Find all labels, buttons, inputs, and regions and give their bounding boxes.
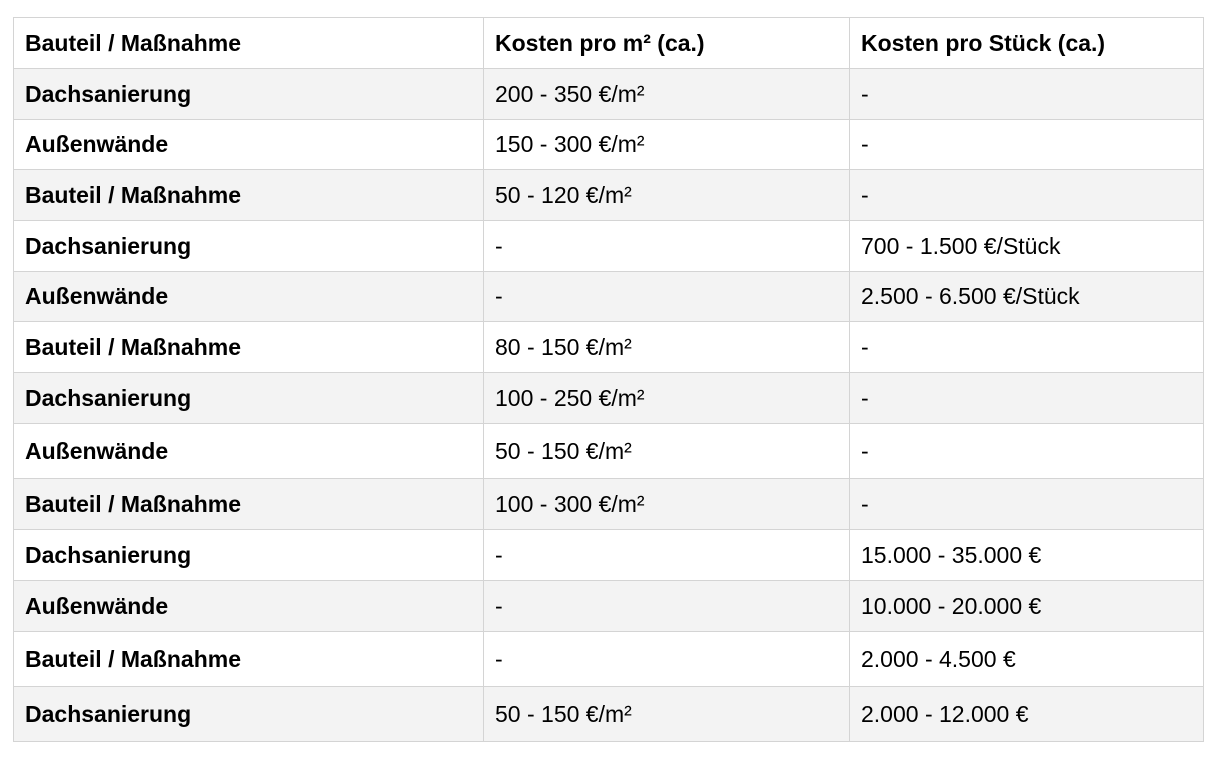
cost-per-sqm-cell: 100 - 250 €/m² [484,373,850,424]
cost-per-piece-cell: - [850,373,1204,424]
component-cell: Dachsanierung [14,373,484,424]
cost-per-piece-cell: - [850,479,1204,530]
cost-per-sqm-cell: - [484,632,850,687]
table-row [14,479,1204,530]
cost-per-sqm-cell: - [484,221,850,272]
component-cell: Dachsanierung [14,69,484,120]
table-row [14,424,1204,479]
cost-per-piece-cell: - [850,170,1204,221]
cost-per-piece-cell: 2.500 - 6.500 €/Stück [850,272,1204,322]
cost-per-sqm-cell: 150 - 300 €/m² [484,120,850,170]
cost-per-sqm-cell: 50 - 120 €/m² [484,170,850,221]
component-cell: Bauteil / Maßnahme [14,479,484,530]
table-row [14,687,1204,742]
cost-per-piece-cell: 700 - 1.500 €/Stück [850,221,1204,272]
component-cell: Dachsanierung [14,221,484,272]
table-row [14,69,1204,120]
cost-per-sqm-cell: 50 - 150 €/m² [484,424,850,479]
cost-per-piece-cell: - [850,120,1204,170]
table-row [14,120,1204,170]
component-cell: Bauteil / Maßnahme [14,632,484,687]
cost-per-sqm-cell: 200 - 350 €/m² [484,69,850,120]
component-cell: Bauteil / Maßnahme [14,322,484,373]
component-cell: Außenwände [14,272,484,322]
component-cell: Bauteil / Maßnahme [14,170,484,221]
component-cell: Dachsanierung [14,687,484,742]
cost-per-piece-cell: - [850,69,1204,120]
table-row [14,322,1204,373]
component-cell: Dachsanierung [14,530,484,581]
cost-table [13,17,1204,742]
component-cell: Außenwände [14,581,484,632]
cost-per-sqm-cell: - [484,272,850,322]
header-cost-per-piece: Kosten pro Stück (ca.) [850,18,1204,69]
header-cost-per-sqm: Kosten pro m² (ca.) [484,18,850,69]
component-cell: Außenwände [14,424,484,479]
table-row [14,632,1204,687]
table-row [14,530,1204,581]
component-cell: Außenwände [14,120,484,170]
cost-per-sqm-cell: - [484,581,850,632]
cost-per-sqm-cell: 50 - 150 €/m² [484,687,850,742]
cost-per-sqm-cell: 100 - 300 €/m² [484,479,850,530]
cost-table-container [13,17,1203,742]
cost-per-piece-cell: 2.000 - 12.000 € [850,687,1204,742]
cost-per-piece-cell: - [850,424,1204,479]
table-row [14,221,1204,272]
cost-per-sqm-cell: - [484,530,850,581]
table-row [14,373,1204,424]
cost-per-piece-cell: - [850,322,1204,373]
header-component: Bauteil / Maßnahme [14,18,484,69]
cost-per-piece-cell: 10.000 - 20.000 € [850,581,1204,632]
cost-per-piece-cell: 2.000 - 4.500 € [850,632,1204,687]
cost-per-piece-cell: 15.000 - 35.000 € [850,530,1204,581]
table-header-row [14,18,1204,69]
table-row [14,272,1204,322]
table-body [14,69,1204,742]
table-row [14,581,1204,632]
cost-per-sqm-cell: 80 - 150 €/m² [484,322,850,373]
table-row [14,170,1204,221]
